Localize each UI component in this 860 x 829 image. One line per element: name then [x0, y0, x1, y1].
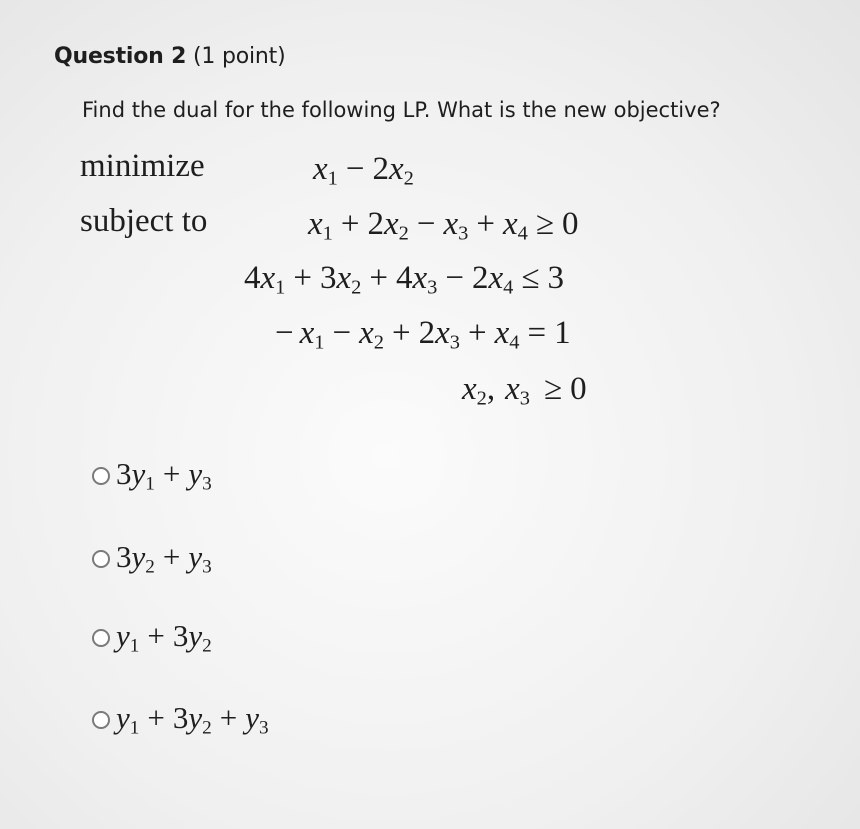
constraints-label: subject to	[80, 203, 208, 239]
answer-option[interactable]	[92, 539, 212, 578]
radio-button[interactable]	[92, 467, 110, 485]
answer-option[interactable]	[92, 456, 212, 495]
answer-option[interactable]	[92, 618, 212, 657]
radio-button[interactable]	[92, 550, 110, 568]
answer-option-label: $3y_2 + y_3$	[116, 539, 212, 578]
constraint-row: $x_1 + 2x_2 - x_3 + x_4 \ge 0$	[308, 206, 579, 245]
radio-button[interactable]	[92, 711, 110, 729]
constraint-row: $4x_1 + 3x_2 + 4x_3 - 2x_4 \le 3$	[244, 260, 564, 299]
constraint-row: $x_2$, $x_3 \ge 0$	[462, 371, 587, 410]
answer-option[interactable]	[92, 700, 269, 739]
constraint-row: − $x_1 - x_2 + 2x_3 + x_4 = 1$	[275, 315, 571, 354]
objective-expression: $x_1 - 2x_2$	[313, 151, 414, 190]
answer-option-label: $3y_1 + y_3$	[116, 456, 212, 495]
question-points: (1 point)	[192, 44, 286, 69]
question-header	[54, 44, 285, 69]
answer-option-label: $y_1 + 3y_2 + y_3$	[116, 700, 269, 739]
answer-option-label: $y_1 + 3y_2$	[116, 618, 212, 657]
radio-button[interactable]	[92, 629, 110, 647]
question-prompt: Find the dual for the following LP. What is the new objective?	[82, 98, 721, 122]
objective-label: minimize	[80, 148, 205, 184]
question-title: Question 2	[54, 44, 187, 69]
